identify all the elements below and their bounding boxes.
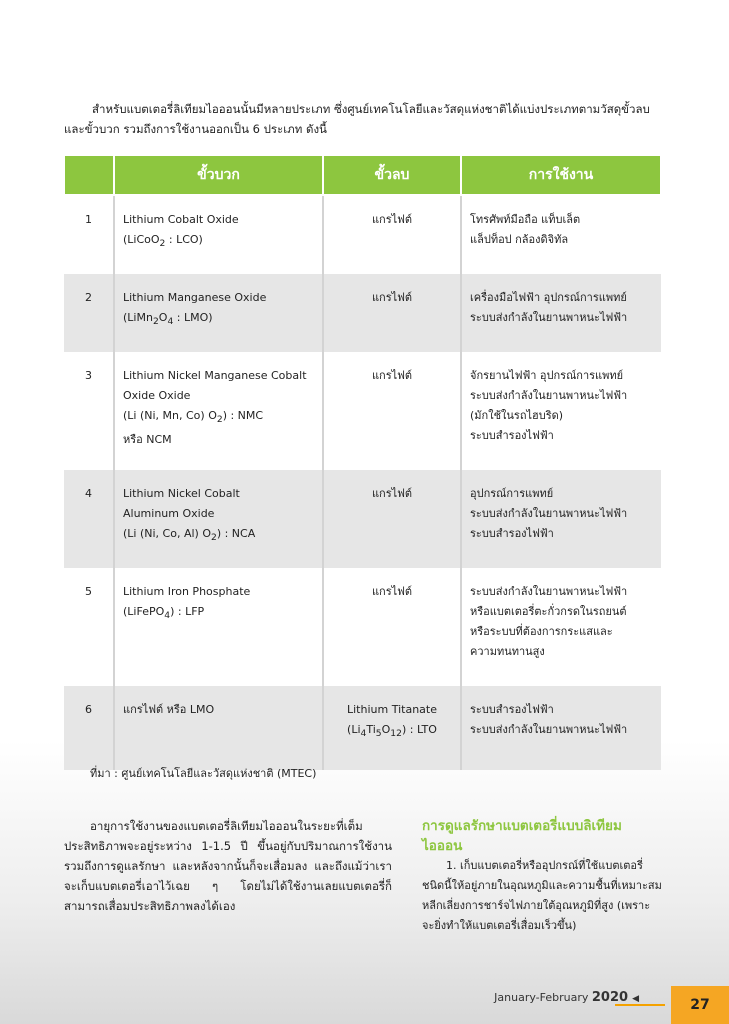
usage-cell: เครื่องมือไฟฟ้า อุปกรณ์การแพทย์ ระบบส่งกำลังในยานพาหนะไฟฟ้า [461,274,661,352]
usage-cell: ระบบส่งกำลังในยานพาหนะไฟฟ้า หรือแบตเตอรี่ตะกั่วกรดในรถยนต์ หรือระบบที่ต้องการกระแสและ ความทนทานสูง [461,568,661,686]
header-usage: การใช้งาน [461,155,661,195]
positive-cell: Lithium Nickel Cobalt Aluminum Oxide (Li (Ni, Co, Al) $O_2$) : NCA [114,470,323,568]
table-row [64,274,661,352]
table-row [64,195,661,274]
header-blank [64,155,114,195]
row-number: 6 [64,686,114,770]
negative-cell: แกรไฟต์ [323,352,461,470]
table-row [64,352,661,470]
lifespan-column: อายุการใช้งานของแบตเตอรี่ลิเทียมไอออนในระยะที่เต็มประสิทธิภาพจะอยู่ระหว่าง 1-1.5 ปี ขึ้นอยู่กับปริมาณการใช้งาน รวมถึงการดูแลรักษา และหลังจากนั้นก็จะเสื่อมลง และถึงแม้ว่าเราจะเก็บแบตเตอรี่เอาไว้เฉย ๆ โดยไม่ได้ใช้งานเลยแบตเตอรี่ก็สามารถเสื่อมประสิทธิภาพลงได้เอง [64,819,392,913]
positive-cell: แกรไฟต์ หรือ LMO [114,686,323,770]
usage-cell: โทรศัพท์มือถือ แท็บเล็ต แล็ปท็อป กล้องดิจิทัล [461,195,661,274]
care-paragraph: 1. เก็บแบตเตอรี่หรืออุปกรณ์ที่ใช้แบตเตอรี่ชนิดนี้ให้อยู่ภายในอุณหภูมิและความชื้นที่เหมาะสม หลีกเลี่ยงการชาร์จไฟภายใต้อุณหภูมิที่สูง (เพราะจะยิ่งทำให้แบตเตอรี่เสื่อมเร็วขึ้น) [422,859,662,932]
row-number: 5 [64,568,114,686]
negative-cell: Lithium Titanate $(Li_4Ti_5O_{12})$ : LTO [323,686,461,770]
positive-cell: Lithium Iron Phosphate (LiFePO$_4$) : LFP [114,568,323,686]
triangle-left-icon: ◀ [632,994,639,1004]
row-number: 2 [64,274,114,352]
table-row [64,470,661,568]
issue-date: January-February 2020 ◀ [494,990,639,1005]
table-row [64,686,661,770]
positive-cell: Lithium Cobalt Oxide (LiCoO$_2$ : LCO) [114,195,323,274]
header-negative: ขั้วลบ [323,155,461,195]
table-row [64,568,661,686]
battery-types-table [63,154,662,770]
care-heading: การดูแลรักษาแบตเตอรี่แบบลิเทียมไอออน [422,818,622,854]
page-footer [0,986,729,1024]
negative-cell: แกรไฟต์ [323,195,461,274]
magazine-logo [615,992,665,1009]
negative-cell: แกรไฟต์ [323,568,461,686]
table-source: ที่มา : ศูนย์เทคโนโลยีและวัสดุแห่งชาติ (MTEC) [90,767,317,780]
row-number: 1 [64,195,114,274]
positive-cell: Lithium Manganese Oxide ($LiMn_2O_4$ : LMO) [114,274,323,352]
negative-cell: แกรไฟต์ [323,470,461,568]
positive-cell: Lithium Nickel Manganese Cobalt Oxide Oxide (Li (Ni, Mn, Co) $O_2$) : NMC หรือ NCM [114,352,323,470]
usage-cell: อุปกรณ์การแพทย์ ระบบส่งกำลังในยานพาหนะไฟฟ้า ระบบสำรองไฟฟ้า [461,470,661,568]
row-number: 4 [64,470,114,568]
intro-paragraph: สำหรับแบตเตอรี่ลิเทียมไอออนนั้นมีหลายประเภท ซึ่งศูนย์เทคโนโลยีและวัสดุแห่งชาติได้แบ่งประเภทตามวัสดุขั้วลบและขั้วบวก รวมถึงการใช้งานออกเป็น 6 ประเภท ดังนี้ [64,102,650,136]
usage-cell: จักรยานไฟฟ้า อุปกรณ์การแพทย์ ระบบส่งกำลังในยานพาหนะไฟฟ้า (มักใช้ในรถไฮบริด) ระบบสำรองไฟฟ้า [461,352,661,470]
row-number: 3 [64,352,114,470]
page-number: 27 [671,986,729,1024]
header-positive: ขั้วบวก [114,155,323,195]
care-column [422,816,662,936]
usage-cell: ระบบสำรองไฟฟ้า ระบบส่งกำลังในยานพาหนะไฟฟ้า [461,686,661,770]
negative-cell: แกรไฟต์ [323,274,461,352]
table-header-row [64,155,661,195]
